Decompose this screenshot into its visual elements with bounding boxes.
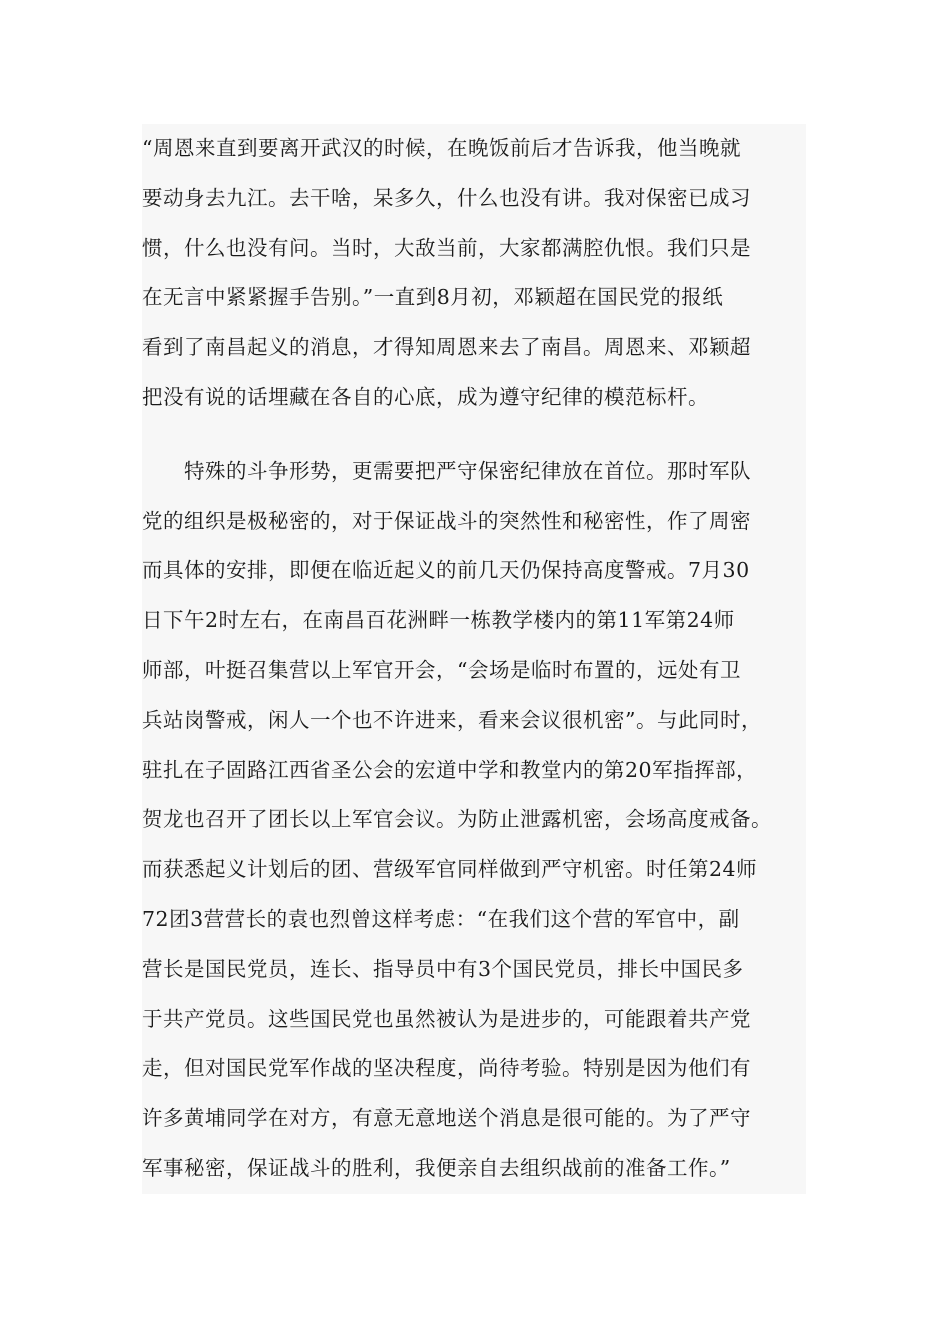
text-line: 许多黄埔同学在对方，有意无意地送个消息是很可能的。为了严守: [142, 1106, 751, 1131]
text-line: 惯，什么也没有问。当时，大敌当前，大家都满腔仇恨。我们只是: [142, 235, 751, 260]
text-line: 营长是国民党员，连长、指导员中有3个国民党员，排长中国民多: [142, 956, 744, 981]
paragraph-2: [142, 447, 806, 1194]
text-line: 特殊的斗争形势，更需要把严守保密纪律放在首位。那时军队: [184, 458, 751, 483]
text-line: 师部，叶挺召集营以上军官开会，“会场是临时布置的，远处有卫: [142, 657, 741, 682]
text-line: 驻扎在子固路江西省圣公会的宏道中学和教堂内的第20军指挥部，: [142, 757, 758, 782]
text-line: 而获悉起义计划后的团、营级军官同样做到严守机密。时任第24师: [142, 857, 758, 882]
paragraph-1: [142, 124, 806, 423]
text-block: [142, 124, 806, 1194]
text-line: “周恩来直到要离开武汉的时候，在晚饭前后才告诉我，他当晚就: [142, 136, 741, 160]
text-line: 走，但对国民党军作战的坚决程度，尚待考验。特别是因为他们有: [142, 1056, 751, 1081]
text-line: 而具体的安排，即便在临近起义的前几天仍保持高度警戒。7月30: [142, 558, 750, 583]
text-line: 贺龙也召开了团长以上军官会议。为防止泄露机密，会场高度戒备。: [142, 807, 772, 832]
paragraph-spacing: [142, 423, 806, 447]
text-line: 日下午2时左右，在南昌百花洲畔一栋教学楼内的第11军第24师: [142, 608, 735, 633]
text-line: 在无言中紧紧握手告别。”一直到8月初，邓颖超在国民党的报纸: [142, 285, 724, 310]
text-line: 于共产党员。这些国民党也虽然被认为是进步的，可能跟着共产党: [142, 1006, 751, 1031]
text-line: 72团3营营长的袁也烈曾这样考虑：“在我们这个营的军官中，副: [142, 906, 740, 931]
text-line: 要动身去九江。去干啥，呆多久，什么也没有讲。我对保密已成习: [142, 185, 751, 210]
text-line: 党的组织是极秘密的，对于保证战斗的突然性和秘密性，作了周密: [142, 508, 751, 533]
text-line: 看到了南昌起义的消息，才得知周恩来去了南昌。周恩来、邓颖超: [142, 335, 751, 360]
text-line: 把没有说的话埋藏在各自的心底，成为遵守纪律的模范标杆。: [142, 384, 709, 409]
text-line: 军事秘密，保证战斗的胜利，我便亲自去组织战前的准备工作。”: [142, 1155, 731, 1180]
text-line: 兵站岗警戒，闲人一个也不许进来，看来会议很机密”。与此同时，: [142, 707, 762, 732]
